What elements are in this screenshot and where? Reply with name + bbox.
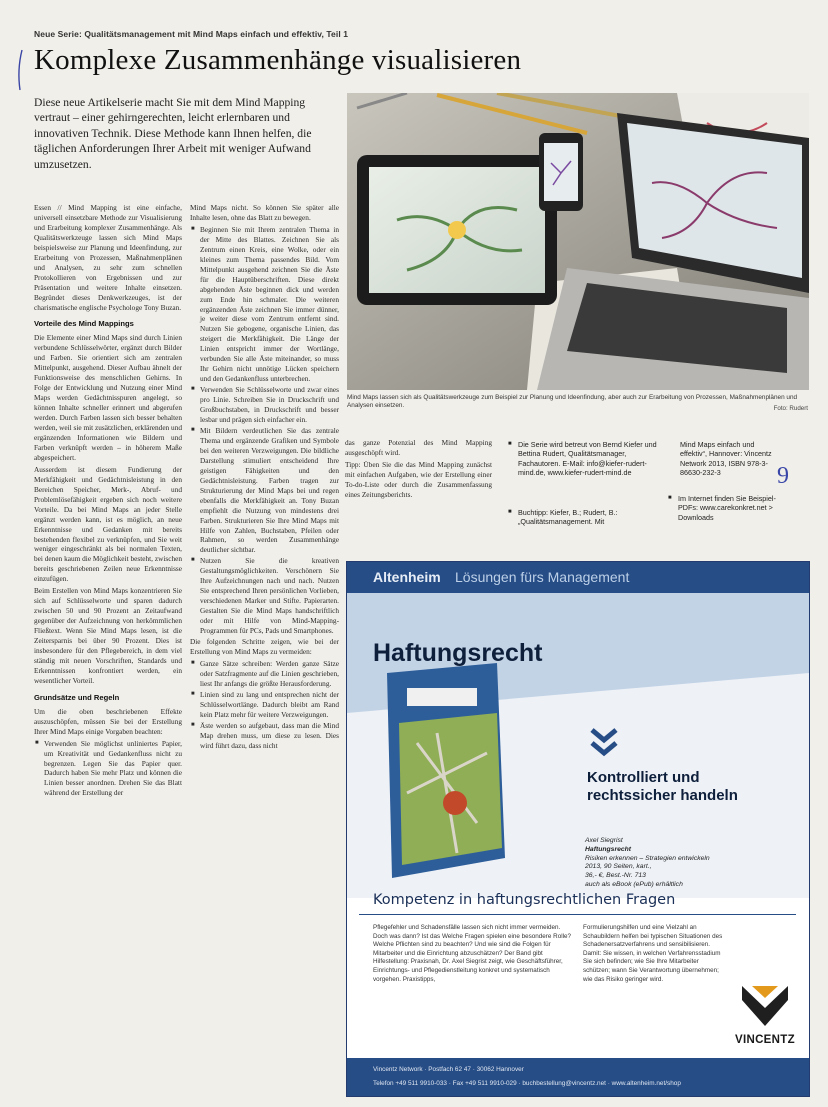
- paragraph: Tipp: Üben Sie die das Mind Mapping zunächst mit einfachen Aufgaben, wie der Erstellung einer To-do-Liste oder durch die Zusammenfassung eines Zeitungsberichts.: [345, 459, 492, 499]
- paragraph: Die folgenden Schritte zeigen, wie bei der Erstellung von Mind Maps zu vermeiden:: [190, 636, 339, 656]
- ad-tagline: [587, 769, 738, 805]
- article-photo: [347, 93, 809, 390]
- handwritten-mark-icon: [16, 48, 24, 92]
- book-author: Axel Siegrist: [585, 837, 623, 844]
- mistake-list: [190, 659, 339, 751]
- paragraph: Ausserdem ist diesem Fundierung der Merkfähigkeit und Gedächtnisleistung in den Bereichen Speicher, Merk-, Abruf- und Problemlösefähigkeit ergeben sich noch weitere Vorteile. Da bei Mind Maps an jeder Stelle ergänzt werden kann, ist es möglich, an neue Erkenntnisse und Gedanken mit bereits bestehenden flexibel zu verknüpfen, und Sie weit weniger eingeschränkt als bei normalen Texten, bei denen kaum die Möglichkeit besteht, zwischen bereits geschriebenen Zeilen neue Erkenntnisse einzufügen.: [34, 464, 182, 584]
- book-tip: ■ Buchtipp: Kiefer, B.; Rudert, B.: „Qualitätsmanagement. Mit: [508, 508, 668, 527]
- ad-body-left: Pflegefehler und Schadensfälle lassen sich nicht immer vermeiden. Doch was dann? Ist das Welche Fragen spielen eine besondere Rolle? Welche Pflichten sind zu beachten? Und wie sind die Folgen für Mitarbeiter und die Einrichtung abzuschätzen? Der Band gibt Hilfestellung: Praxisnah, Dr. Axel Siegrist zeigt, wie Geschäftsführer, Einrichtungs- und Pflegedienstleitung konkret und systematisch vorgehen. Praxistipps,: [373, 924, 572, 983]
- ad-heading: Kompetenz in haftungsrechtlichen Fragen: [373, 892, 676, 908]
- ad-hero: [347, 593, 809, 898]
- advertisement[interactable]: [346, 561, 810, 1097]
- series-info: ■ Die Serie wird betreut von Bernd Kiefer und Bettina Rudert, Qualitätsmanager, Fachautoren. E-Mail: info@kiefer-rudert-mind.de, www.kiefer-rudert-mind.de: [508, 440, 668, 478]
- list-item: ■ Verwenden Sie Schlüsselworte und zwar eines pro Linie. Schreiben Sie in Druckschrift und Großbuchstaben, in Druckschrift und besser lesbar und prägen sich einfacher ein.: [200, 385, 339, 425]
- photo-caption: Mind Maps lassen sich als Qualitätswerkzeuge zum Beispiel zur Planung und Ideenfindung, aber auch zur Erarbeitung von Prozessen, Maßnahmenplänen und Analysen einsetzen.: [347, 394, 798, 410]
- paragraph: Beim Erstellen von Mind Maps konzentrieren Sie sich auf Schlüsselworte und sparen dadurch zwischen 50 und 90 Prozent an Zeitaufwand gegenüber der Aufzeichnung von herkömmlichen Fließtext. Wenn Sie Mind Maps lesen, ist die Zeitersparnis bei über 90 Prozent. Dies ist insbesondere für den Pflegebereich, in dem viel ständig mit neuen Vorschriften, Standards und Erkenntnissen konfrontiert werden, ein wesentlicher Vorteil.: [34, 586, 182, 685]
- text-column-1: [34, 203, 182, 799]
- list-item: ■ Ganze Sätze schreiben: Werden ganze Sätze oder Satzfragmente auf die Linien geschrieben, liest Ihr anfangs die größte Herausforderung.: [200, 659, 339, 689]
- list-item: ■ Verwenden Sie möglichst unliniertes Papier, um Kreativität und Gedankenfluss nicht zu begrenzen. Legen Sie das Papier quer. Dadurch haben Sie mehr Platz und können die Linien besser anordnen. Drehen Sie das Blatt während der Erstellung der: [44, 739, 182, 799]
- list-item: ■ Linien sind zu lang und entsprechen nicht der Schlüsselwortlänge. Dadurch bleibt am Rand kein Platz mehr für weitere Verzweigungen.: [200, 690, 339, 720]
- book-title: Haftungsrecht: [585, 845, 632, 853]
- book-price: 36,- €, Best.-Nr. 713: [585, 872, 646, 880]
- publisher-address: Vincentz Network · Postfach 62 47 · 30062 Hannover: [373, 1066, 524, 1073]
- web-info: ■ Im Internet finden Sie Beispiel-PDFs: www.carekonkret.net > Downloads: [668, 494, 788, 522]
- order-contact[interactable]: Telefon +49 511 9910-033 · Fax +49 511 9910-029 · buchbestellung@vincentz.net · www.altenheim.net/shop: [373, 1080, 681, 1087]
- page-number: 9: [777, 463, 789, 489]
- rule-list: [190, 225, 339, 636]
- book-pages: 2013, 90 Seiten, kart.,: [585, 863, 652, 871]
- paragraph: Die Elemente einer Mind Maps sind durch Linien verbundene Schlüsselwörter, ergänzt durch Bilder und Farben. Sie orientiert sich am zentralen Mittelpunkt, ausgehend. Dieser Aufbau ähnelt der Funktionsweise des menschlichen Gehirns. In Folge der Entwicklung und Nutzung einer Mind Maps werden Gedächtnisspuren angelegt, so können Inhalte schneller erinnert und abgerufen werden. Durch Farben lassen sich besser behalten werden, weil sie mit zusätzlichen, erklärenden und ergänzenden Informationen wie Bildern und Farben verknüpft werden – in höherem Maße abgespeichert.: [34, 333, 182, 462]
- tagline-line: rechtssicher handeln: [587, 787, 738, 804]
- list-item: ■ Äste werden so aufgebaut, dass man die Mind Map drehen muss, um diese zu lesen. Dies wird führt dazu, dass nicht: [200, 721, 339, 751]
- paragraph: Mind Maps nicht. So können Sie später alle Inhalte lesen, ohne das Blatt zu bewegen.: [190, 203, 339, 222]
- photo-credit: Foto: Rudert: [773, 405, 808, 412]
- book-ebook: auch als eBook (ePub) erhältlich: [585, 880, 683, 888]
- series-kicker: Neue Serie: Qualitätsmanagement mit Mind Maps einfach und effektiv, Teil 1: [34, 29, 349, 39]
- ad-book-details: [585, 837, 710, 890]
- list-item: ■ Beginnen Sie mit Ihrem zentralen Thema in der Mitte des Blattes. Zeichnen Sie als Zentrum einen Kreis, eine Wolke, oder ein kleines zum Thema passendes Bild. Vom Mittelpunkt ausgehend zeichnen Sie die Äste für die Hauptüberschriften. Diese direkt abgehenden Äste beginnen dick und werden zum Ende hin schmaler. Die weiteren ergänzenden Äste zeichnen Sie immer dünner, je weiter diese vom Zentrum entfernt sind. Nutzen Sie gebogene, organische Linien, das steigert die Merkfähigkeit. Die Länge der Linien entspricht immer der Wortlänge, verbunden Sie alle Äste miteinander, so muss Ihr Gehirn nicht unnötige Lücken speichern und den Gedankenfluss unterbrechen.: [200, 225, 339, 384]
- subheading: Vorteile des Mind Mappings: [34, 319, 134, 329]
- subheading: Grundsätze und Regeln: [34, 692, 120, 702]
- devices-photo: [347, 93, 809, 390]
- divider: [359, 914, 796, 915]
- ad-brand: Altenheim: [373, 569, 441, 585]
- rule-list: [34, 739, 182, 799]
- ad-title: Haftungsrecht: [373, 639, 543, 667]
- book-tip-continued: Mind Maps einfach und effektiv“, Hannover: Vincentz Network 2013, ISBN 978-3-86630-232-3: [680, 440, 772, 478]
- ad-banner: [347, 562, 809, 593]
- list-item: ■ Nutzen Sie die kreativen Gestaltungsmöglichkeiten. Verschönern Sie Ihre Aufzeichnungen nach und nach. Nutzen Sie entsprechend Ihren persönlichen Vorlieben, verschiedenen Marker und Stifte. Papierarten. Gestalten Sie die Mind Maps handschriftlich oder mit Hilfe von Mind-Mapping-Programmen für PCs, Pads und Smartphones.: [200, 556, 339, 636]
- text-column-2: [190, 203, 339, 751]
- ad-body-right: Formulierungshilfen und eine Vielzahl an Schaubildern helfen bei typischen Situationen des Schadenersatzverfahrens und sensibilisieren. Damit: Sie wissen, in welchen Verfahrensstadium Sie sich befinden; wie Sie Ihre Mitarbeiter schützen; wann Sie Verantwortung übernehmen; wie das Risiko geringer wird.: [583, 924, 723, 983]
- text-column-3: [345, 438, 492, 502]
- paragraph: das ganze Potenzial des Mind Mapping ausgeschöpft wird.: [345, 438, 492, 457]
- book-subtitle: Risiken erkennen – Strategien entwickeln: [585, 854, 710, 862]
- paragraph: Essen // Mind Mapping ist eine einfache, universell einsetzbare Methode zur Visualisierung und Erarbeitung komplexer Zusammenhänge. Als Qualitätswerkzeuge lassen sich Mind Maps beispielsweise zur Planung und Ideenfindung, zur Erarbeitung von Prozessen, Maßnahmenplänen und Analysen, zu sehr zum schnellen Protokollieren von Ergebnissen und zur Präsentation und weitere Inhalte einsetzen. Begründet dieses Denkwerkzeuges, ist der charismatische englische Psychologe Tony Buzan.: [34, 203, 182, 312]
- article-lead: Diese neue Artikelserie macht Sie mit dem Mind Mapping vertraut – einer gehirngerechten, leicht erlernbaren und innovativen Technik. Diese Methode kann Ihnen helfen, die täglichen Anforderungen Ihrer Arbeit mit weniger Aufwand umzusetzen.: [34, 96, 312, 171]
- ad-series: Lösungen fürs Management: [455, 569, 630, 585]
- vincentz-wordmark: VINCENTZ: [735, 1034, 795, 1046]
- article-title: Komplexe Zusammenhänge visualisieren: [34, 44, 522, 76]
- list-item: ■ Mit Bildern verdeutlichen Sie das zentrale Thema und ergänzende Grafiken und Symbole bei den weiteren Verzweigungen. Die bildliche Darstellung stimuliert entscheidend Ihre geistigen Fähigkeiten und den Gedächtnisleistung. Farben tragen zur Strukturierung der Mind Maps bei und regen ebenfalls die Merkfähigkeit an. Tony Buzan empfiehlt die Nutzung von mindestens drei Farben. Strukturieren Sie Ihre Mind Maps mit Hilfe von Zahlen, Buchstaben, Pfeilen oder Rahmen, so werden Zusammenhänge deutlicher sichtbar.: [200, 426, 339, 555]
- paragraph: Um die oben beschriebenen Effekte auszuschöpfen, müssen Sie bei der Erstellung Ihrer Mind Maps einige Vorgaben beachten:: [34, 706, 182, 736]
- ad-footer[interactable]: [347, 1058, 809, 1096]
- vincentz-logo-icon: [740, 982, 790, 1030]
- tagline-line: Kontrolliert und: [587, 769, 700, 786]
